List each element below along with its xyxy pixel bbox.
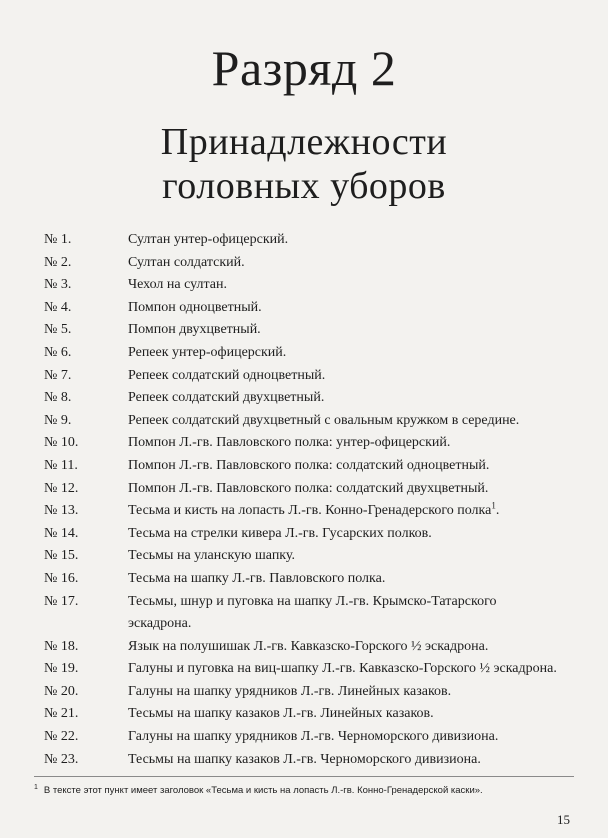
list-item [44,591,584,636]
list-item [44,636,584,659]
item-number: № 1. [44,232,72,247]
item-text: Тесьма и кисть на лопасть Л.-гв. Конно-Гренадерского полка [128,503,492,519]
list-item [44,523,584,546]
item-description [128,319,584,342]
item-text: Тесьмы на шапку казаков Л.-гв. Черноморского дивизиона. [128,751,481,767]
item-text: Галуны на шапку урядников Л.-гв. Черноморского дивизиона. [128,729,499,745]
list-item [44,478,584,501]
item-description [128,229,584,252]
list-item [44,229,584,252]
footnote [34,781,594,797]
item-text: Султан унтер-офицерский. [128,232,289,247]
item-text: Чехол на султан. [128,277,227,293]
item-number: № 21. [44,706,79,722]
item-number: № 8. [44,390,72,406]
section-subtitle [0,120,608,208]
item-text: Помпон Л.-гв. Павловского полка: солдатский одноцветный. [128,457,490,473]
item-description [128,478,584,501]
item-text: Репеек солдатский двухцветный с овальным кружком в середине. [128,412,520,428]
item-description [128,658,584,681]
item-number: № 3. [44,277,72,293]
item-description [128,342,584,365]
item-description [128,568,584,591]
item-text: Галуны на шапку урядников Л.-гв. Линейных казаков. [128,683,452,699]
item-number: № 2. [44,254,72,270]
item-text: Помпон одноцветный. [128,299,262,315]
item-number: № 23. [44,751,79,767]
item-description [128,703,584,726]
list-item [44,319,584,342]
list-item [44,342,584,365]
list-item [44,297,584,320]
item-number: № 6. [44,344,72,360]
item-description [128,455,584,478]
item-text: Помпон Л.-гв. Павловского полка: унтер-офицерский. [128,435,451,451]
item-text: Тесьмы, шнур и пуговка на шапку Л.-гв. Крымско-Татарского эскадрона. [128,593,497,632]
item-number: № 5. [44,322,72,338]
item-text: Галуны и пуговка на виц-шапку Л.-гв. Кавказско-Горского ½ эскадрона. [128,661,557,677]
section-title: Разряд 2 [211,40,397,96]
item-description [128,297,584,320]
item-text: Тесьмы на шапку казаков Л.-гв. Линейных казаков. [128,706,434,722]
item-description [128,252,584,275]
items-list [44,229,584,771]
list-item [44,500,584,523]
item-number: № 18. [44,638,79,654]
footnote-mark: 1 [34,784,38,791]
item-number: № 13. [44,503,79,519]
item-description [128,365,584,388]
list-item [44,410,584,433]
footnote-reference: 1 [491,500,496,511]
item-number: № 7. [44,367,72,383]
item-text: Тесьма на шапку Л.-гв. Павловского полка. [128,570,386,586]
item-number: № 11. [44,457,78,473]
item-description [128,591,584,636]
item-text: Помпон двухцветный. [128,322,261,338]
item-text: Тесьмы на уланскую шапку. [128,548,296,564]
subtitle-line-1: Принадлежности [160,121,448,163]
list-item [44,252,584,275]
list-item [44,365,584,388]
page-number: 15 [557,812,570,827]
item-description [128,410,584,433]
item-text: Репеек солдатский одноцветный. [128,367,326,383]
item-description [128,726,584,749]
item-description [128,387,584,410]
item-text: Помпон Л.-гв. Павловского полка: солдатский двухцветный. [128,480,489,496]
item-number: № 20. [44,683,79,699]
item-number: № 14. [44,525,79,541]
item-description: Тесьма и кисть на лопасть Л.-гв. Конно-Гренадерского полка$^1$. [128,500,500,519]
item-number: № 9. [44,412,72,428]
item-description [128,432,584,455]
item-text: Репеек солдатский двухцветный. [128,390,325,406]
item-description [128,523,584,546]
list-item [44,703,584,726]
item-description [128,749,584,772]
footnote-text: В тексте этот пункт имеет заголовок «Тесьма и кисть на лопасть Л.-гв. Конно-Гренадерской каски». [43,785,483,797]
item-number: № 17. [44,593,79,609]
list-item [44,658,584,681]
item-text: Султан солдатский. [128,254,245,270]
item-description [128,636,584,659]
item-number: № 19. [44,661,79,677]
list-item [44,455,584,478]
item-number: № 4. [44,299,72,315]
item-number: № 15. [44,548,79,564]
item-number: № 10. [44,435,79,451]
item-text: Тесьма на стрелки кивера Л.-гв. Гусарских полков. [128,525,432,541]
list-item [44,749,584,772]
list-item [44,681,584,704]
subtitle-line-2: головных уборов [162,165,446,207]
list-item [44,726,584,749]
list-item [44,568,584,591]
item-number: № 16. [44,570,79,586]
list-item [44,545,584,568]
item-description [128,274,584,297]
list-item [44,387,584,410]
item-number: № 22. [44,729,79,745]
item-number: № 12. [44,480,79,496]
list-item [44,274,584,297]
item-text: Репеек унтер-офицерский. [128,344,287,360]
footnote-divider [34,776,574,777]
item-description [128,681,584,704]
item-text: Язык на полушишак Л.-гв. Кавказско-Горского ½ эскадрона. [128,638,489,654]
item-description [128,545,584,568]
list-item [44,432,584,455]
